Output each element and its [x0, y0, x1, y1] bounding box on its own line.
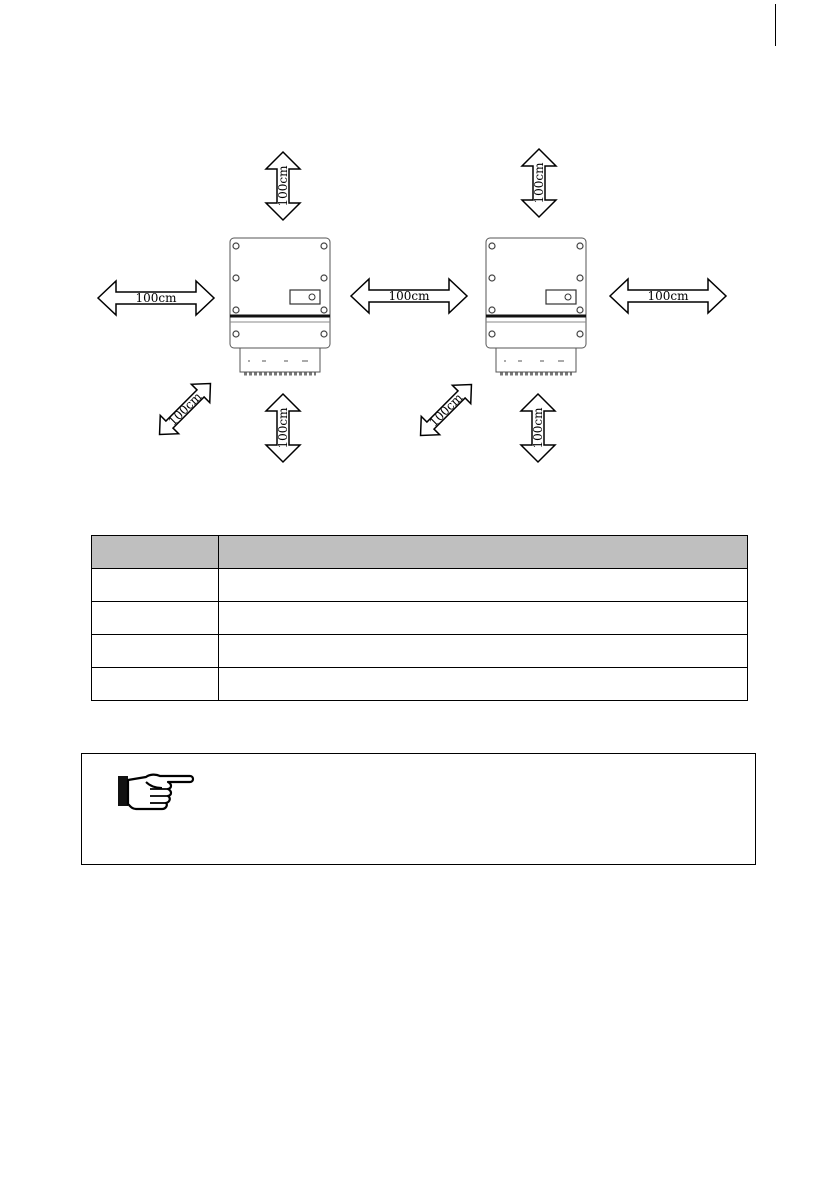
table-header-cell: [219, 536, 748, 569]
clearance-label: 100cm: [165, 389, 205, 429]
table-cell: [219, 635, 748, 668]
clearance-arrow-between: [351, 279, 467, 313]
clearance-label: 100cm: [531, 407, 545, 449]
table-cell: [219, 668, 748, 701]
table-row: [92, 602, 748, 635]
clearance-label: 100cm: [276, 165, 290, 207]
clearance-arrow-top-left: [266, 152, 300, 220]
clearance-table: [91, 535, 748, 701]
table-cell: [92, 569, 219, 602]
table-row: [92, 635, 748, 668]
pointing-hand-icon: [116, 768, 196, 812]
installation-clearance-diagram: [0, 0, 839, 490]
table-row: [92, 668, 748, 701]
clearance-arrow-bottom-left: [266, 394, 300, 462]
clearance-arrow-left: [98, 281, 214, 315]
clearance-label: 100cm: [426, 390, 466, 430]
inverter-right-drawing: [486, 238, 586, 374]
clearance-label: 100cm: [532, 162, 546, 204]
clearance-arrow-top-right: [522, 149, 556, 217]
clearance-label: 100cm: [276, 407, 290, 449]
clearance-arrow-diagonal-right: [411, 375, 480, 444]
clearance-label: 100cm: [647, 289, 689, 303]
table-header-cell: [92, 536, 219, 569]
note-box: [81, 753, 756, 865]
table-row: [92, 569, 748, 602]
table-cell: [92, 635, 219, 668]
table-cell: [219, 569, 748, 602]
clearance-label: 100cm: [388, 289, 430, 303]
clearance-arrow-diagonal-left: [150, 374, 219, 443]
table-cell: [219, 602, 748, 635]
clearance-label: 100cm: [135, 291, 177, 305]
table-cell: [92, 668, 219, 701]
table-header-row: [92, 536, 748, 569]
inverter-left-drawing: [230, 238, 330, 374]
clearance-arrow-bottom-right: [521, 394, 555, 462]
table-cell: [92, 602, 219, 635]
clearance-arrow-right: [610, 279, 726, 313]
